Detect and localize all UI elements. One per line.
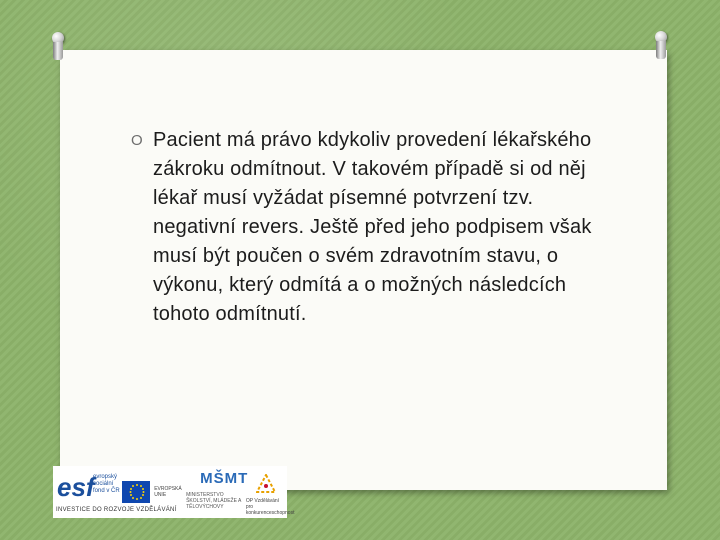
op-text: OP Vzdělávání pro konkurenceschopnost (245, 498, 295, 516)
bullet-text: Pacient má právo kdykoliv provedení lékařského zákroku odmítnout. V takovém případě si od něj lékař musí vyžádat písemné potvrzení tzv. negativní revers. Ještě před jeho podpisem však musí být poučen o svém zdravotním stavu, o výkonu, který odmítá a o možných následcích tohoto odmítnutí. (153, 129, 592, 325)
bullet-marker: O (131, 132, 143, 149)
investment-tagline: INVESTICE DO ROZVOJE VZDĚLÁVÁNÍ (56, 507, 177, 513)
esf-mark: esf (57, 472, 95, 502)
msmt-text: MINISTERSTVO ŠKOLSTVÍ, MLÁDEŽE A TĚLOVÝCHOVY (186, 492, 242, 510)
eu-text: EVROPSKÁ UNIE (154, 486, 182, 498)
eu-flag-icon (122, 481, 150, 503)
msmt-mark: MŠMT (200, 470, 249, 487)
op-logo (245, 470, 295, 516)
bullet-item (131, 126, 601, 329)
esf-text: evropský sociální fond v ČR (93, 474, 120, 494)
push-pin-icon (49, 32, 67, 62)
op-triangle-icon (256, 474, 276, 494)
msmt-logo (186, 470, 249, 514)
push-pin-icon (652, 31, 670, 61)
